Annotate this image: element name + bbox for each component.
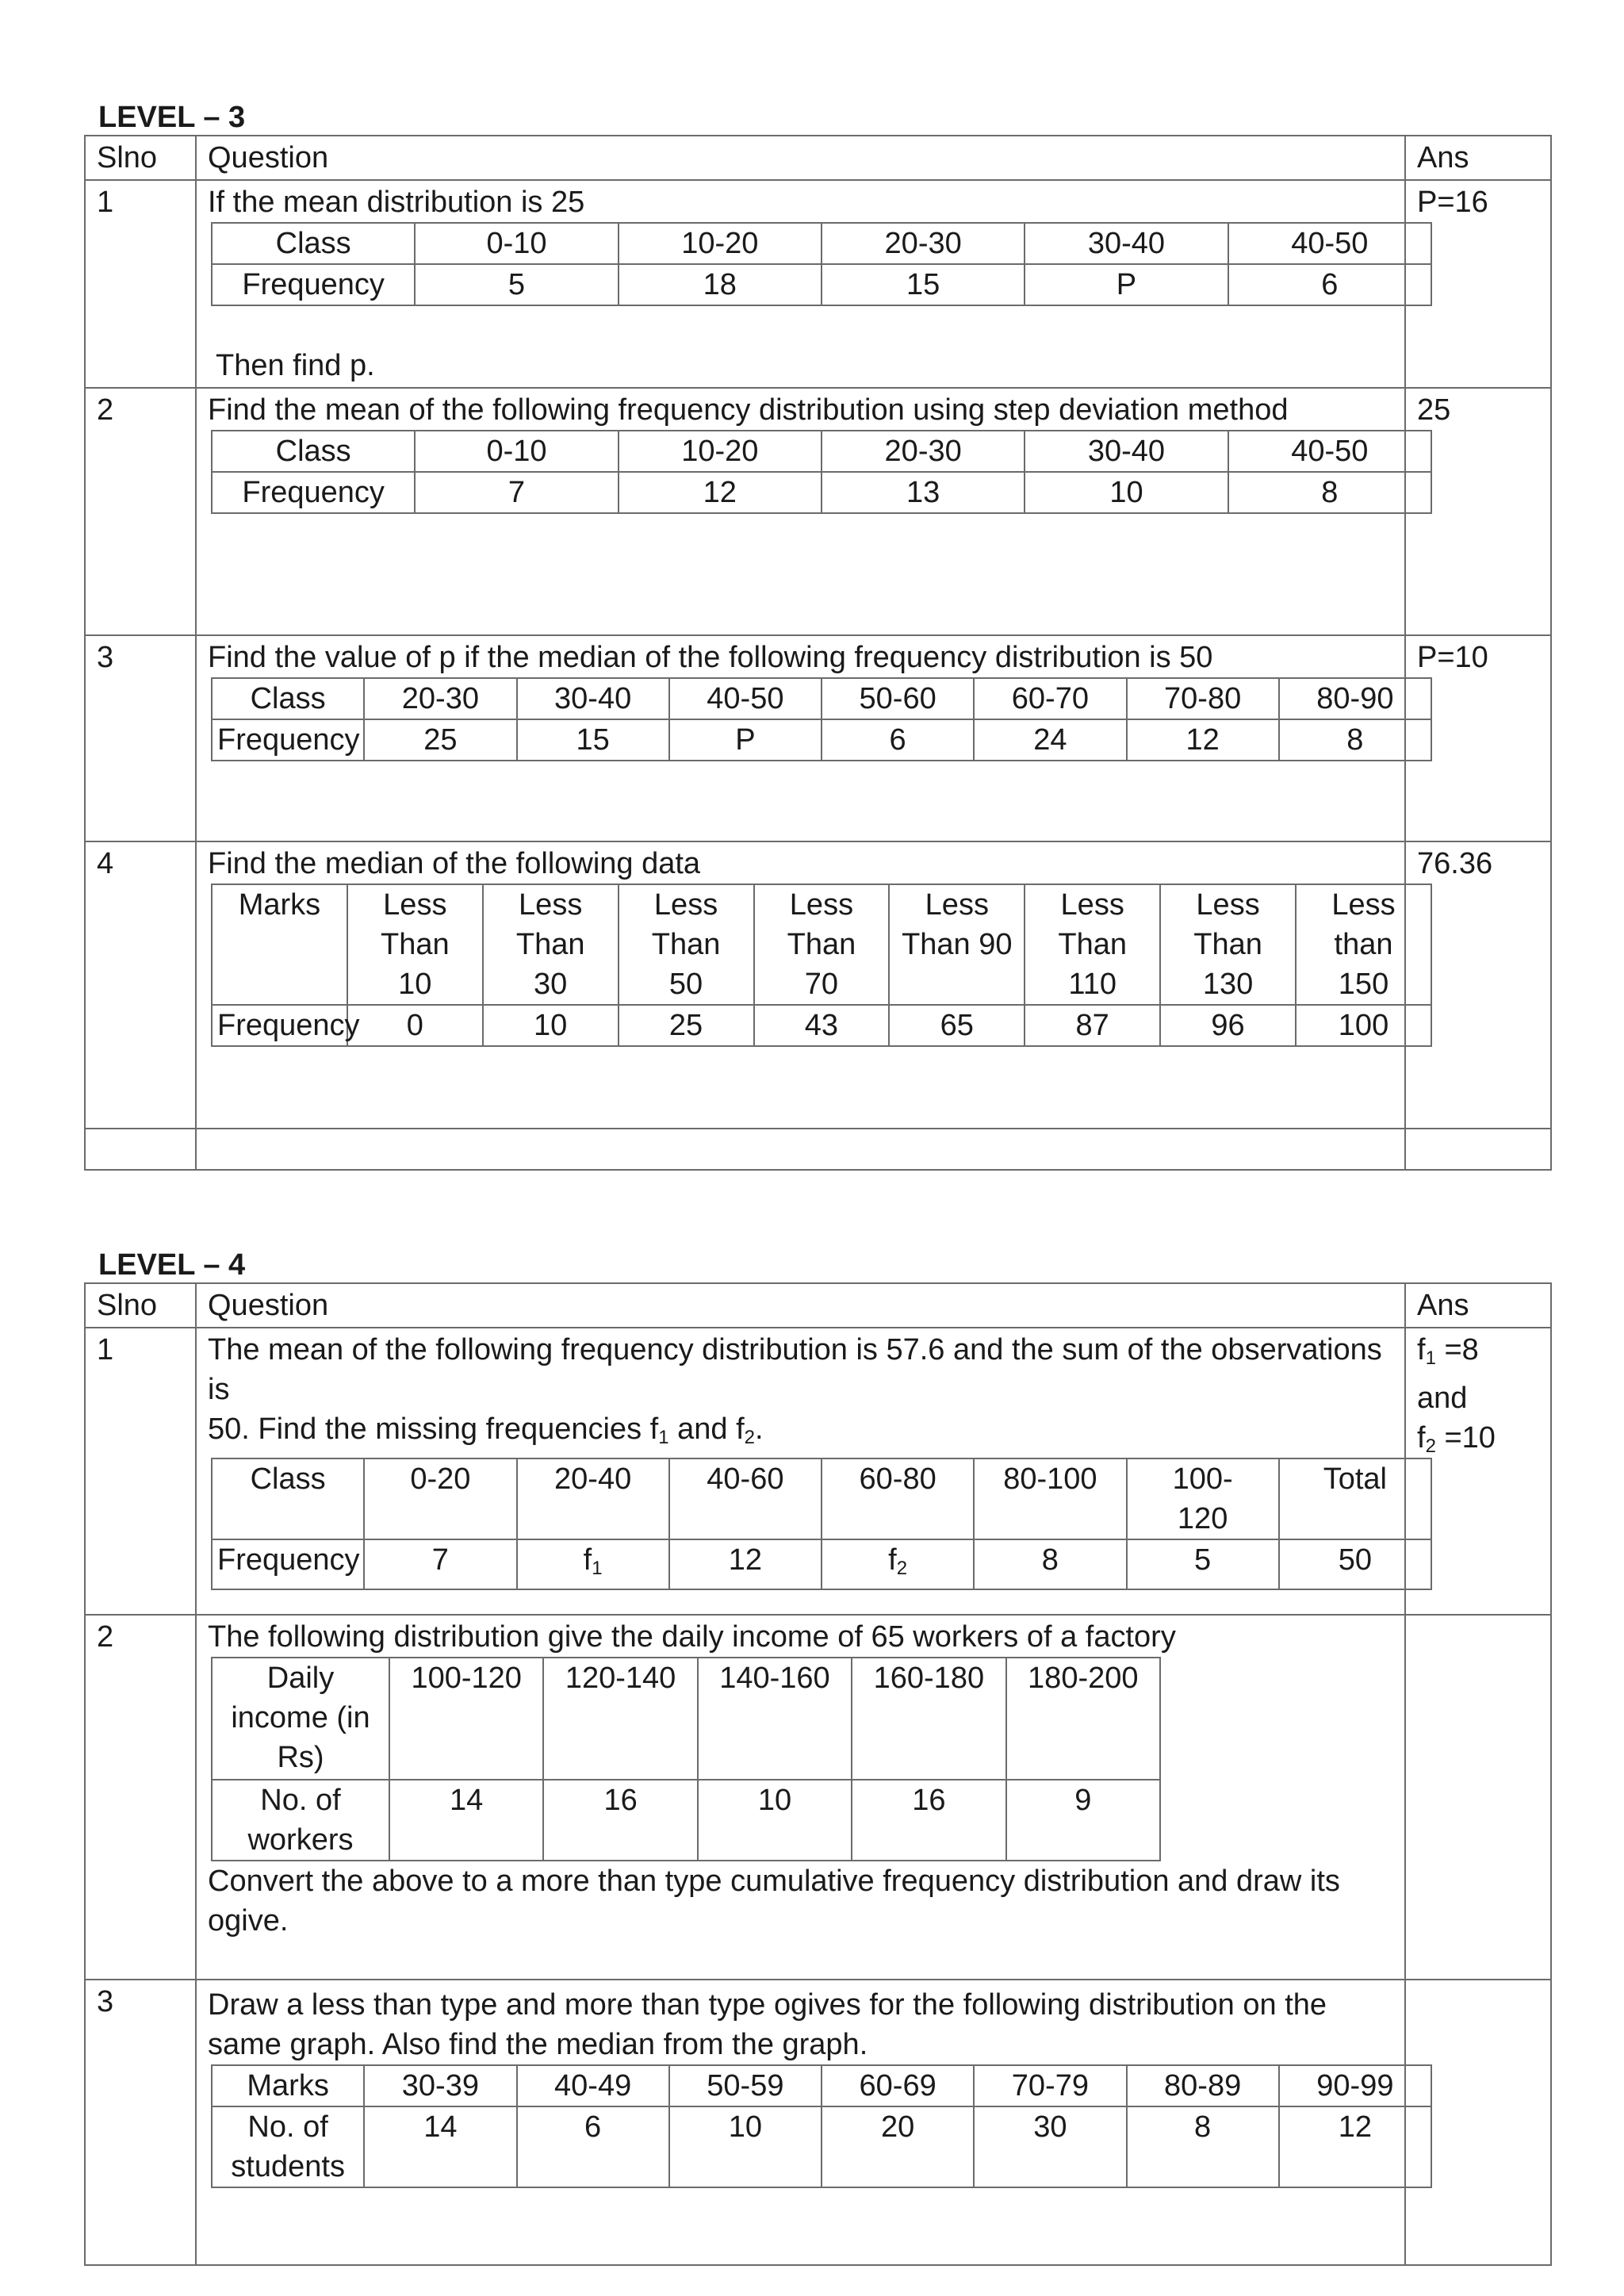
class-cell: Total [1279,1458,1431,1539]
class-cell: 40-50 [669,678,822,719]
slno-cell: 1 [85,180,196,388]
slno-cell: 3 [85,635,196,841]
frequency-table [211,677,1432,761]
marks-table [211,2064,1432,2188]
marks-cell: Less Than 50 [619,884,754,1005]
slno-cell: 1 [85,1328,196,1615]
frequency-label: Frequency [212,264,415,305]
class-cell: 20-30 [364,678,516,719]
frequency-cell: 24 [974,719,1126,761]
frequency-table [211,222,1432,306]
frequency-cell: 0 [347,1005,483,1046]
frequency-cell: 100 [1296,1005,1431,1046]
frequency-cell: 12 [619,472,822,513]
frequency-cell: 30 [974,2106,1126,2187]
header-row [85,136,1551,180]
frequency-cell: 7 [415,472,618,513]
answer-cell [1405,1980,1551,2265]
income-table [211,1657,1161,1861]
frequency-cell: 8 [1228,472,1431,513]
level-3-table [84,135,1552,1171]
slno-cell: 2 [85,1615,196,1980]
students-label: No. of students [212,2106,364,2187]
class-cell: 60-80 [822,1458,974,1539]
frequency-cell: 50 [1279,1539,1431,1589]
class-cell: 180-200 [1006,1658,1160,1780]
question-cell [196,388,1405,635]
frequency-cell: 10 [698,1780,852,1861]
frequency-cell: 5 [415,264,618,305]
answer-cell: P=10 [1405,635,1551,841]
question-row [85,388,1551,635]
class-cell: 20-30 [822,223,1025,264]
level-3-section [84,100,1552,1171]
level-4-section [84,1248,1552,2266]
slno-cell: 4 [85,841,196,1129]
frequency-label: Frequency [212,1005,347,1046]
class-cell: 30-40 [1025,431,1228,472]
class-cell: 10-20 [619,223,822,264]
answer-cell [1405,1129,1551,1170]
income-label: Daily income (in Rs) [212,1658,389,1780]
marks-cell: Less Than 110 [1025,884,1160,1005]
marks-cell: Less Than 70 [754,884,890,1005]
frequency-cell: 9 [1006,1780,1160,1861]
frequency-label: Frequency [212,472,415,513]
question-followup: Then find p. [216,349,375,382]
marks-table [211,884,1432,1047]
question-text: Draw a less than type and more than type ogives for the following distribution on the same graph. Also find the median from the graph. [208,1988,1327,2061]
frequency-cell: 15 [517,719,669,761]
class-cell: 60-70 [974,678,1126,719]
class-cell: 30-40 [1025,223,1228,264]
class-label: Class [212,431,415,472]
question-text: The mean of the following frequency distribution is 57.6 and the sum of the observations is [208,1333,1382,1406]
marks-label: Marks [212,2065,364,2106]
frequency-cell: 96 [1160,1005,1296,1046]
frequency-cell: 6 [1228,264,1431,305]
question-text: 50. Find the missing frequencies $f_1$ and $f_2$. [208,1412,764,1448]
frequency-cell: 10 [483,1005,619,1046]
frequency-cell: P [669,719,822,761]
slno-cell [85,1129,196,1170]
question-text: Find the mean of the following frequency distribution using step deviation method [208,393,1289,427]
class-cell: 60-69 [822,2065,974,2106]
question-text: If the mean distribution is 25 [208,186,585,219]
frequency-cell: 20 [822,2106,974,2187]
level-3-title: LEVEL – 3 [98,101,246,134]
question-row [85,635,1551,841]
class-cell: 80-90 [1279,678,1431,719]
header-question: Question [196,136,1405,180]
class-cell: 50-60 [822,678,974,719]
level-4-title: LEVEL – 4 [98,1248,246,1282]
class-cell: 20-30 [822,431,1025,472]
question-row [85,1980,1551,2265]
question-cell [196,1129,1405,1170]
class-cell: 80-100 [974,1458,1126,1539]
class-cell: 10-20 [619,431,822,472]
frequency-cell: 43 [754,1005,890,1046]
class-cell: 100-120 [389,1658,543,1780]
frequency-table [211,1458,1432,1590]
frequency-cell: $f_2$ [822,1539,974,1589]
question-text: Find the value of p if the median of the following frequency distribution is 50 [208,641,1213,674]
frequency-cell: 5 [1127,1539,1279,1589]
empty-row [85,1129,1551,1170]
answer-cell: $f_1 =8$ and $f_2 =10$ [1405,1328,1551,1615]
frequency-cell: 15 [822,264,1025,305]
question-cell [196,1980,1405,2265]
question-followup: Convert the above to a more than type cumulative frequency distribution and draw its ogive. [208,1865,1340,1938]
class-cell: 40-50 [1228,223,1431,264]
marks-cell: Less Than 130 [1160,884,1296,1005]
frequency-label: Frequency [212,719,364,761]
class-cell: 80-89 [1127,2065,1279,2106]
class-cell: 100- 120 [1127,1458,1279,1539]
frequency-cell: 8 [1279,719,1431,761]
answer-cell: P=16 [1405,180,1551,388]
question-row [85,841,1551,1129]
marks-label: Marks [212,884,347,1005]
question-cell [196,1328,1405,1615]
slno-cell: 3 [85,1980,196,2265]
frequency-cell: 16 [543,1780,697,1861]
frequency-cell: 18 [619,264,822,305]
marks-cell: Less than 150 [1296,884,1431,1005]
header-ans: Ans [1405,136,1551,180]
marks-cell: Less Than 30 [483,884,619,1005]
frequency-cell: 14 [389,1780,543,1861]
frequency-cell: 87 [1025,1005,1160,1046]
class-cell: 30-40 [517,678,669,719]
level-4-table [84,1282,1552,2266]
answer-cell: 25 [1405,388,1551,635]
header-ans: Ans [1405,1283,1551,1328]
class-cell: 40-50 [1228,431,1431,472]
slno-cell: 2 [85,388,196,635]
frequency-cell: 16 [852,1780,1005,1861]
class-cell: 70-80 [1127,678,1279,719]
question-text: The following distribution give the daily income of 65 workers of a factory [208,1620,1176,1654]
frequency-cell: 25 [619,1005,754,1046]
class-cell: 0-10 [415,431,618,472]
marks-cell: Less Than 10 [347,884,483,1005]
frequency-cell: P [1025,264,1228,305]
frequency-cell: 10 [669,2106,822,2187]
frequency-cell: 65 [889,1005,1025,1046]
question-text: Find the median of the following data [208,847,701,880]
class-cell: 20-40 [517,1458,669,1539]
question-row [85,1328,1551,1615]
answer-cell: 76.36 [1405,841,1551,1129]
frequency-label: Frequency [212,1539,364,1589]
header-question: Question [196,1283,1405,1328]
workers-label: No. of workers [212,1780,389,1861]
question-cell [196,841,1405,1129]
question-cell [196,635,1405,841]
question-cell [196,1615,1405,1980]
class-cell: 50-59 [669,2065,822,2106]
frequency-cell: 12 [1127,719,1279,761]
frequency-cell: 14 [364,2106,516,2187]
frequency-cell: 12 [1279,2106,1431,2187]
class-cell: 40-60 [669,1458,822,1539]
frequency-cell: 8 [1127,2106,1279,2187]
header-slno: Slno [85,1283,196,1328]
class-cell: 140-160 [698,1658,852,1780]
answer-cell [1405,1615,1551,1980]
frequency-cell: 10 [1025,472,1228,513]
question-row [85,180,1551,388]
frequency-cell: 8 [974,1539,1126,1589]
marks-cell: Less Than 90 [889,884,1025,1005]
frequency-cell: $f_1$ [517,1539,669,1589]
question-row [85,1615,1551,1980]
frequency-cell: 12 [669,1539,822,1589]
frequency-cell: 6 [822,719,974,761]
class-cell: 70-79 [974,2065,1126,2106]
class-cell: 160-180 [852,1658,1005,1780]
class-cell: 120-140 [543,1658,697,1780]
header-row [85,1283,1551,1328]
class-cell: 40-49 [517,2065,669,2106]
frequency-cell: 13 [822,472,1025,513]
class-cell: 0-20 [364,1458,516,1539]
question-cell [196,180,1405,388]
class-label: Class [212,1458,364,1539]
class-cell: 0-10 [415,223,618,264]
header-slno: Slno [85,136,196,180]
class-label: Class [212,223,415,264]
frequency-cell: 7 [364,1539,516,1589]
class-label: Class [212,678,364,719]
frequency-cell: 6 [517,2106,669,2187]
frequency-cell: 25 [364,719,516,761]
class-cell: 30-39 [364,2065,516,2106]
frequency-table [211,430,1432,514]
class-cell: 90-99 [1279,2065,1431,2106]
